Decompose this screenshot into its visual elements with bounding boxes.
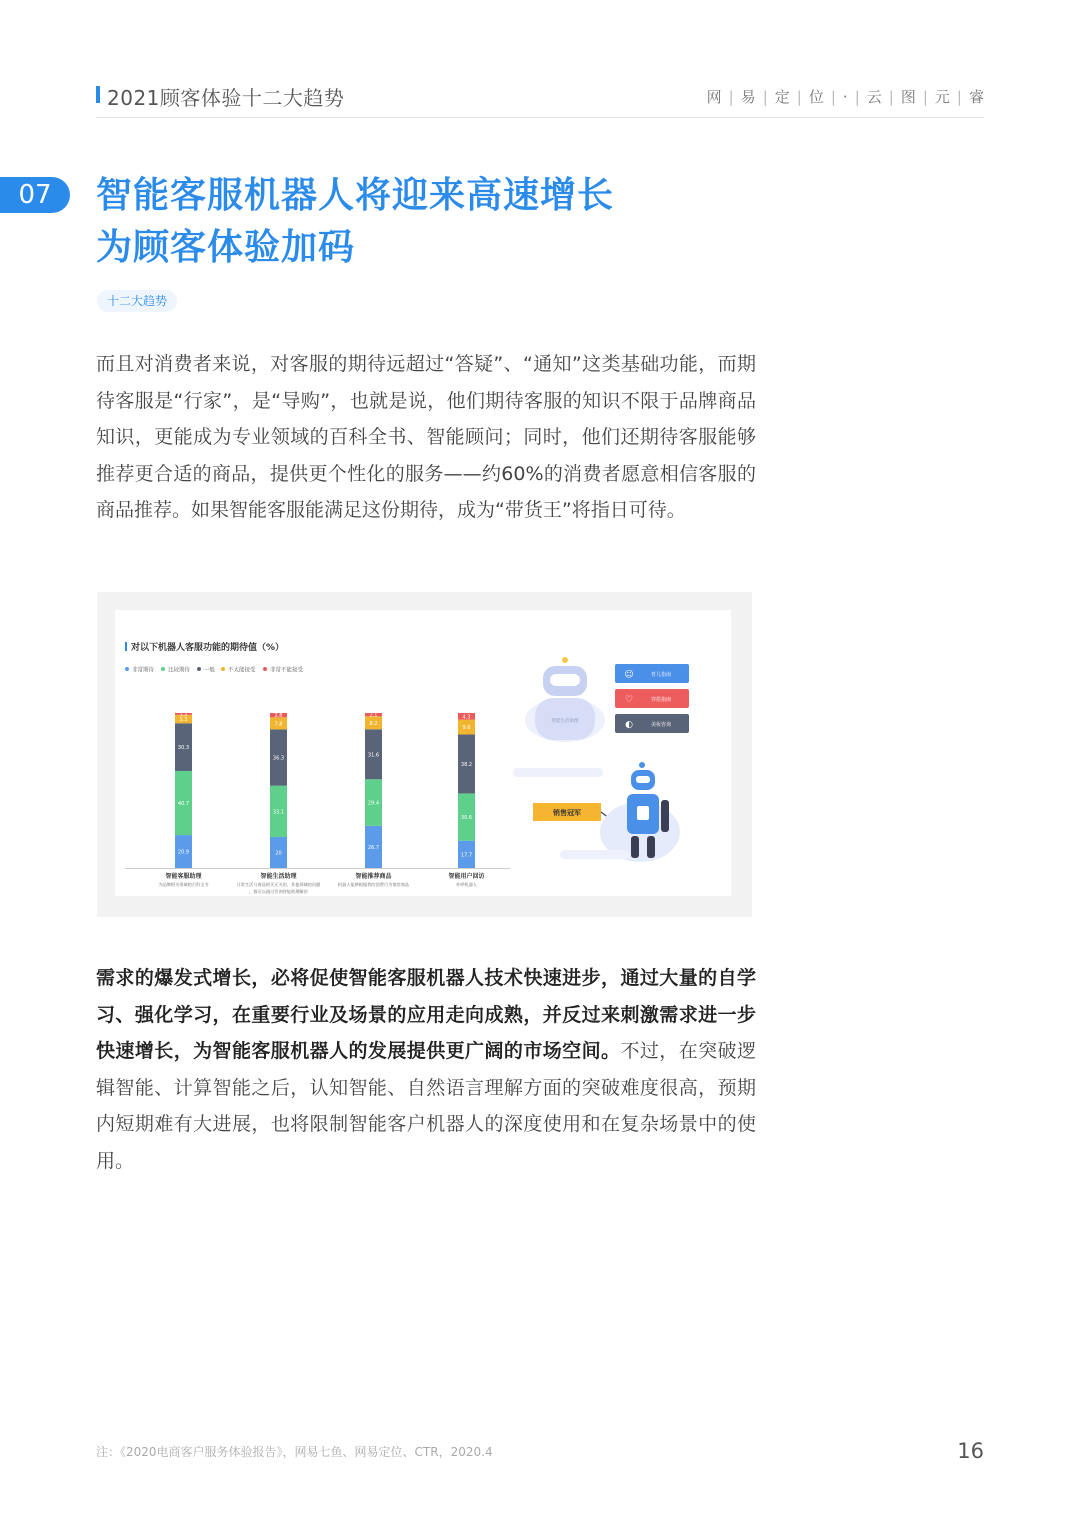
- source-note: 注：《2020电商客户服务体验报告》，网易七鱼、网易定位、CTR，2020.4: [96, 1445, 493, 1459]
- bar-value-label: 2.8: [274, 713, 283, 720]
- chart-card: [115, 610, 731, 896]
- category-note: 日常生活与商品相关无关的，其他领域的问题: [236, 882, 321, 887]
- category-note: 为品牌相关领域的百科全书: [158, 882, 209, 887]
- category-note: 机器人能够根据我的消费行为推荐商品: [337, 882, 410, 887]
- illustration-button-label: 美妆咨询: [650, 722, 672, 728]
- robot2-antenna-tip: [639, 762, 645, 768]
- category-label: 智能生活助理: [260, 873, 297, 880]
- illustration-button-label: 穿搭指南: [650, 697, 672, 703]
- report-title: 2021顾客体验十二大趋势: [107, 86, 345, 110]
- bar-value-label: 30.6: [460, 815, 473, 822]
- section-title: [96, 170, 614, 274]
- bar-value-label: 40.7: [177, 801, 190, 808]
- section-number: 07: [0, 177, 70, 213]
- robot-bubble-text: 智能生活助理: [551, 719, 579, 724]
- bar-value-label: 26.7: [367, 844, 380, 851]
- body-paragraph-2-normal: 不过，在突破逻辑智能、计算智能之后，认知智能、自然语言理解方面的突破难度很高，预期内短期难有大进展，也将限制智能客户机器人的深度使用和在复杂场景中的使用。: [96, 1040, 756, 1172]
- brand-char: 网: [706, 88, 722, 106]
- bar-value-label: 20.9: [177, 849, 190, 856]
- bar-value-label: 7.8: [274, 721, 283, 728]
- body-paragraph-1: 而且对消费者来说，对客服的期待远超过“答疑”、“通知”这类基础功能，而期待客服是“行家”，是“导购”，也就是说，他们期待客服的知识不限于品牌商品知识，更能成为专业领域的百科全书、智能顾问；同时，他们还期待客服能够推荐更合适的商品，提供更个性化的服务——约60%的消费者愿意相信客服的商品推荐。如果智能客服能满足这份期待，成为“带货王”将指日可待。: [96, 353, 756, 522]
- sales-badge-label: 销售冠军: [553, 809, 581, 817]
- bar-value-label: 30.3: [177, 745, 190, 752]
- bar-value-label: 9.6: [462, 725, 471, 732]
- category-label: 智能客服助理: [165, 873, 202, 880]
- robot2-caption-pill: [560, 850, 630, 859]
- robot-antenna-tip: [562, 657, 568, 663]
- brand-separator: |: [796, 88, 802, 106]
- chart-title-bar: [125, 642, 127, 651]
- legend-label: 非常不能接受: [270, 667, 304, 674]
- legend-label: 非常期待: [132, 667, 155, 674]
- bar-value-label: 4.3: [462, 714, 471, 721]
- brand-char: 定: [774, 88, 790, 106]
- robot2-arm: [661, 800, 669, 832]
- brand-char: 睿: [968, 88, 984, 106]
- body-paragraph-2: [96, 960, 756, 1180]
- brand-char: 易: [740, 88, 756, 106]
- illustration-button-icon: ♡: [624, 695, 634, 705]
- bar-value-label: 1.2: [179, 711, 188, 718]
- bar-value-label: 8.2: [369, 720, 378, 727]
- category-label: 智能推荐商品: [355, 873, 392, 880]
- section-title-line1: 智能客服机器人将迎来高速增长: [96, 175, 615, 216]
- illustration-button-icon: ☺: [624, 670, 634, 680]
- bar-value-label: 31.6: [367, 752, 380, 759]
- chart-figure: [97, 592, 752, 917]
- bar-value-label: 2.1: [369, 712, 378, 719]
- brand-separator: |: [922, 88, 928, 106]
- bar-value-label: 5.3: [179, 717, 188, 724]
- bar-value-label: 36.3: [272, 755, 285, 762]
- brand-separator: |: [956, 88, 962, 106]
- legend-swatch: [125, 667, 129, 671]
- bar-value-label: 33.1: [272, 809, 285, 816]
- bar-value-label: 29.4: [367, 800, 380, 807]
- legend-label: 比较期待: [168, 667, 191, 674]
- header-divider: [96, 117, 984, 118]
- trend-tag: 十二大趋势: [97, 290, 177, 312]
- category-label: 智能用户回访: [448, 873, 485, 880]
- brand-separator: |: [830, 88, 836, 106]
- body-paragraph-2-bold: 需求的爆发式增长，必将促使智能客服机器人技术快速进步，通过大量的自学习、强化学习，在重要行业及场景的应用走向成熟，并反过来刺激需求进一步快速增长，为智能客服机器人的发展提供更广阔的市场空间。: [96, 967, 756, 1063]
- brand-char: 位: [808, 88, 824, 106]
- category-note: 外呼机器人: [456, 882, 477, 887]
- brand-separator: |: [854, 88, 860, 106]
- brand-char: 图: [900, 88, 916, 106]
- brand-separator: |: [728, 88, 734, 106]
- brand-separator: |: [762, 88, 768, 106]
- header-accent-bar: [96, 86, 100, 103]
- illustration-button-label: 育儿指南: [650, 672, 672, 678]
- category-note: ，都可以通过咨询智能助理解决: [249, 889, 308, 894]
- legend-swatch: [263, 667, 267, 671]
- brand-separator: |: [888, 88, 894, 106]
- brand-char: 云: [866, 88, 882, 106]
- legend-swatch: [221, 667, 225, 671]
- brand-char: 元: [934, 88, 950, 106]
- section-title-line2: 为顾客体验加码: [96, 227, 356, 268]
- bar-value-label: 38.2: [460, 761, 473, 768]
- robot2-leg-left: [631, 836, 639, 858]
- brand-char: ·: [842, 88, 848, 106]
- robot2-leg-right: [647, 836, 655, 858]
- illustration-button-icon: ◐: [625, 720, 633, 730]
- page-number: 16: [957, 1439, 984, 1463]
- robot2-chest: [637, 806, 649, 820]
- robot-caption-pill: [513, 768, 603, 777]
- bar-value-label: 20: [275, 850, 282, 857]
- chart-title: 对以下机器人客服功能的期待值（%）: [131, 643, 285, 653]
- bar-value-label: 17.7: [460, 852, 473, 859]
- legend-label: 不太能接受: [228, 667, 256, 674]
- legend-swatch: [161, 667, 165, 671]
- brand-line: [707, 86, 984, 107]
- robot-face: [550, 674, 580, 686]
- legend-label: 一般: [204, 667, 216, 674]
- stacked-bar-chart: [115, 610, 731, 896]
- legend-swatch: [197, 667, 201, 671]
- robot2-face: [636, 776, 650, 783]
